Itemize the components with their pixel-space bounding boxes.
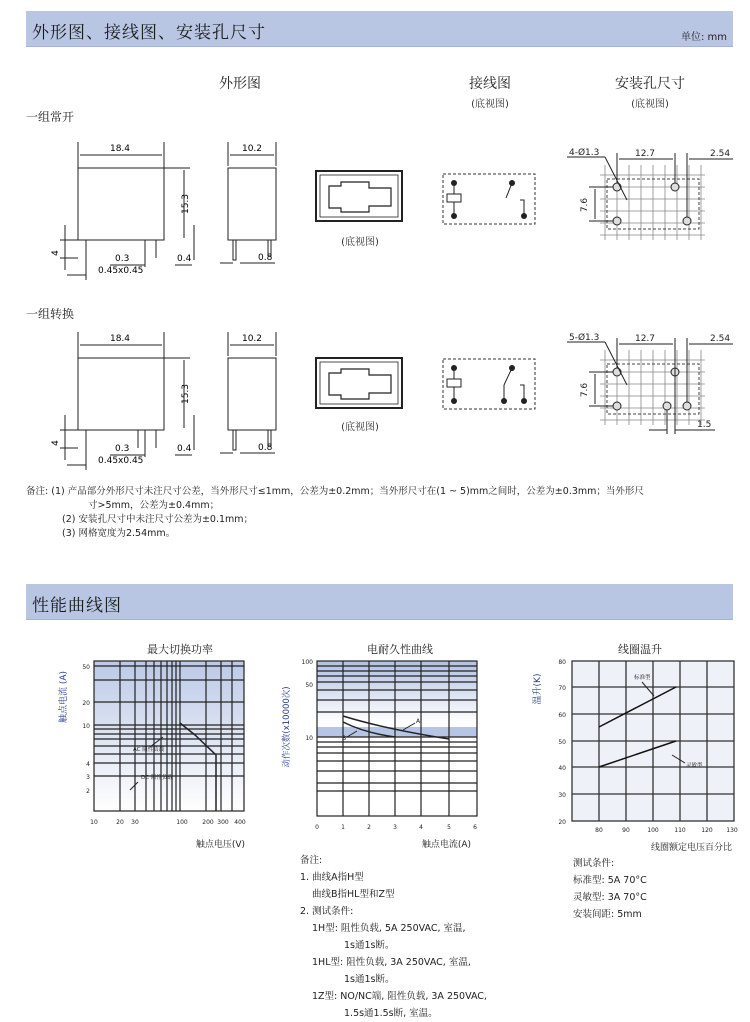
svg-text:10: 10 [82, 723, 90, 730]
svg-text:DC 阻性负载: DC 阻性负载 [141, 775, 173, 781]
svg-text:动作次数(x10000次): 动作次数(x10000次) [282, 686, 292, 768]
svg-text:4: 4 [51, 440, 61, 446]
svg-text:触点电压(V): 触点电压(V) [195, 840, 245, 850]
outline-drawing-side-co [220, 320, 300, 460]
col-sub-mounting: (底视图) [631, 99, 669, 110]
svg-text:2.54: 2.54 [710, 149, 731, 159]
svg-text:50: 50 [82, 664, 90, 671]
svg-text:100: 100 [647, 827, 659, 834]
svg-text:4: 4 [51, 250, 61, 256]
section-title: 性能曲线图 [32, 596, 122, 616]
row-label-no: 一组常开 [26, 110, 75, 124]
svg-text:120: 120 [701, 827, 713, 834]
chart-note-line: 曲线B指HL型和Z型 [312, 889, 395, 900]
temp-note-line: 安装间距: 5mm [573, 909, 642, 920]
section-title: 外形图、接线图、安装孔尺寸 [32, 23, 266, 43]
col-sub-wiring: (底视图) [471, 99, 509, 110]
svg-text:6: 6 [473, 824, 477, 831]
svg-text:100: 100 [301, 659, 313, 666]
svg-text:4: 4 [419, 824, 423, 831]
svg-text:2: 2 [86, 788, 90, 795]
row-label-co: 一组转换 [26, 307, 75, 321]
svg-text:2.54: 2.54 [710, 334, 731, 344]
svg-text:10: 10 [305, 735, 313, 742]
note-3: (3) 网格宽度为2.54mm。 [62, 528, 176, 539]
chart-max-switching-power [50, 655, 260, 855]
svg-text:60: 60 [558, 712, 566, 719]
svg-text:10.2: 10.2 [241, 144, 263, 154]
svg-text:4-Ø1.3: 4-Ø1.3 [569, 148, 600, 158]
mounting-holes-co [565, 330, 735, 440]
svg-text:400: 400 [234, 819, 246, 826]
svg-text:4: 4 [86, 761, 90, 768]
svg-text:15.3: 15.3 [181, 383, 191, 405]
svg-text:80: 80 [558, 659, 566, 666]
svg-text:300: 300 [217, 819, 229, 826]
svg-text:0.45x0.45: 0.45x0.45 [98, 266, 144, 276]
svg-text:标准型: 标准型 [634, 675, 651, 681]
svg-text:3: 3 [393, 824, 397, 831]
temp-note-line: 标准型: 5A 70°C [573, 875, 647, 886]
svg-text:A: A [416, 718, 421, 725]
svg-text:80: 80 [595, 827, 603, 834]
svg-text:5-Ø1.3: 5-Ø1.3 [569, 333, 600, 343]
bottom-view-label-no: (底视图) [341, 237, 379, 248]
svg-text:130: 130 [726, 827, 738, 834]
section-header-curves [26, 584, 733, 620]
bottom-view-no [315, 170, 405, 225]
svg-text:20: 20 [558, 819, 566, 826]
chart-note-line: 1s通1s断。 [344, 940, 395, 951]
svg-text:18.4: 18.4 [109, 334, 131, 344]
chart-electrical-endurance [275, 655, 490, 855]
chart-notes-prefix: 备注: [300, 855, 323, 866]
chart-title-endurance: 电耐久性曲线 [367, 643, 433, 656]
chart-note-line: 1Z型: NO/NC端, 阻性负载, 3A 250VAC, [312, 991, 487, 1002]
bottom-view-co [315, 357, 405, 412]
svg-text:90: 90 [622, 827, 630, 834]
svg-text:1.5: 1.5 [697, 420, 712, 430]
wiring-diagram-co [440, 355, 540, 415]
svg-text:200: 200 [202, 819, 214, 826]
note-2: (2) 安装孔尺寸中未注尺寸公差为±0.1mm； [62, 514, 254, 525]
svg-text:12.7: 12.7 [634, 149, 656, 159]
svg-text:40: 40 [558, 765, 566, 772]
note-1: (1) 产品部分外形尺寸未注尺寸公差，当外形尺寸≤1mm，公差为±0.2mm；当外形尺寸在(1 ~ 5)mm之间时，公差为±0.3mm；当外形尺 [51, 486, 644, 497]
temp-note-line: 灵敏型: 3A 70°C [573, 892, 647, 903]
svg-text:30: 30 [558, 792, 566, 799]
svg-text:0.8: 0.8 [258, 443, 273, 453]
note-1-cont: 寸>5mm，公差为±0.4mm； [88, 500, 220, 511]
svg-text:0.45x0.45: 0.45x0.45 [98, 456, 144, 466]
chart-note-line: 1HL型: 阻性负载, 3A 250VAC, 室温, [312, 957, 471, 968]
svg-text:B: B [342, 735, 347, 742]
temp-test-conditions [573, 855, 743, 923]
svg-text:12.7: 12.7 [634, 334, 656, 344]
svg-text:10.2: 10.2 [241, 334, 263, 344]
chart-title-coil-temp: 线圈温升 [618, 643, 662, 656]
svg-text:触点电流 (A): 触点电流 (A) [59, 670, 69, 724]
endurance-notes [300, 852, 540, 1022]
svg-text:0.3: 0.3 [115, 254, 130, 264]
chart-note-line: 1.5s通1.5s断, 室温。 [344, 1008, 438, 1019]
dimension-notes [26, 485, 741, 541]
svg-text:5: 5 [447, 824, 451, 831]
svg-text:20: 20 [116, 819, 124, 826]
svg-text:温升(K): 温升(K) [533, 673, 543, 705]
temp-note-line: 测试条件: [573, 858, 615, 869]
chart-title-max-switching: 最大切换功率 [147, 643, 213, 656]
svg-text:10: 10 [90, 819, 98, 826]
svg-text:20: 20 [82, 700, 90, 707]
svg-text:0.4: 0.4 [177, 444, 192, 454]
svg-text:100: 100 [176, 819, 188, 826]
bottom-view-label-co: (底视图) [341, 422, 379, 433]
chart-note-line: 1s通1s断。 [344, 974, 395, 985]
col-header-wiring: 接线图 [469, 76, 511, 92]
svg-text:线圈额定电压百分比: 线圈额定电压百分比 [650, 843, 732, 853]
outline-drawing-side-no [220, 130, 300, 270]
chart-note-line: 1. 曲线A指H型 [300, 872, 364, 883]
svg-text:灵敏型: 灵敏型 [686, 763, 703, 769]
svg-text:0.8: 0.8 [258, 253, 273, 263]
wiring-diagram-no [440, 170, 540, 230]
svg-text:70: 70 [558, 685, 566, 692]
svg-text:7.6: 7.6 [580, 382, 590, 398]
svg-text:触点电流(A): 触点电流(A) [421, 840, 471, 850]
svg-text:AC 阻性负载: AC 阻性负载 [133, 747, 165, 753]
svg-text:1: 1 [341, 824, 345, 831]
svg-text:0: 0 [315, 824, 319, 831]
notes-prefix: 备注: [26, 486, 49, 497]
chart-note-line: 1H型: 阻性负载, 5A 250VAC, 室温, [312, 923, 466, 934]
chart-note-line: 2. 测试条件: [300, 906, 354, 917]
svg-text:7.6: 7.6 [580, 197, 590, 213]
svg-text:3: 3 [86, 774, 90, 781]
svg-text:110: 110 [674, 827, 686, 834]
svg-text:15.3: 15.3 [181, 193, 191, 215]
svg-text:18.4: 18.4 [109, 144, 131, 154]
mounting-holes-no [565, 145, 735, 245]
col-header-mounting: 安装孔尺寸 [615, 76, 685, 92]
chart-coil-temperature-rise [510, 655, 750, 855]
svg-text:0.3: 0.3 [115, 444, 130, 454]
section-header-dimensions [26, 11, 733, 47]
svg-text:2: 2 [367, 824, 371, 831]
col-header-outline: 外形图 [219, 76, 261, 92]
svg-text:50: 50 [305, 682, 313, 689]
unit-label: 单位: mm [680, 32, 727, 43]
svg-text:30: 30 [131, 819, 139, 826]
svg-text:50: 50 [558, 739, 566, 746]
svg-text:0.4: 0.4 [177, 254, 192, 264]
